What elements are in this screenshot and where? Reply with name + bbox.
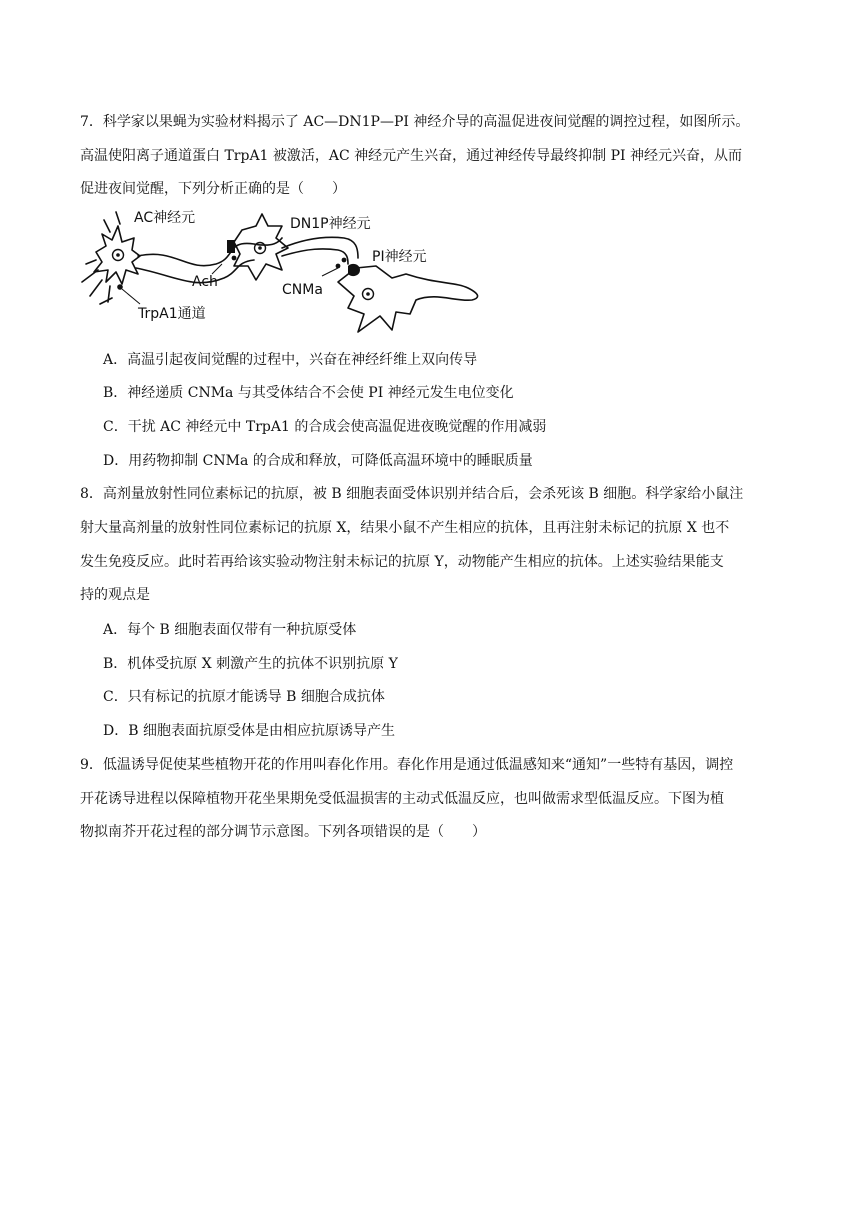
q8-line-1: 8．高剂量放射性同位素标记的抗原，被 B 细胞表面受体识别并结合后，会杀死该 B 细胞。科学家给小鼠注 — [80, 486, 744, 502]
q8-option-d: D．B 细胞表面抗原受体是由相应抗原诱导产生 — [103, 723, 395, 739]
q8-line-4: 持的观点是 — [80, 587, 150, 603]
neuron-diagram — [76, 204, 486, 338]
trpa1-leader — [122, 289, 140, 304]
ac-neuron-label: AC神经元 — [134, 210, 196, 226]
dn1p-axon-lower — [282, 249, 348, 264]
q7-option-d: D．用药物抑制 CNMa 的合成和释放，可降低高温环境中的睡眠质量 — [103, 453, 533, 469]
pi-neuron-shape — [338, 266, 478, 332]
q9-line-1: 9．低温诱导促使某些植物开花的作用叫春化作用。春化作用是通过低温感知来“通知”一些特有基因，调控 — [80, 757, 734, 773]
q7-line-2: 高温使阳离子通道蛋白 TrpA1 被激活，AC 神经元产生兴奋，通过神经传导最终抑制 PI 神经元兴奋，从而 — [80, 148, 743, 164]
q7-line-1: 7．科学家以果蝇为实验材料揭示了 AC—DN1P—PI 神经介导的高温促进夜间觉醒的调控过程，如图所示。 — [80, 114, 750, 130]
cnma-leader — [322, 268, 338, 276]
cnma-synapse — [348, 264, 360, 276]
ac-dendrites — [82, 212, 120, 304]
cnma-vesicle-1 — [336, 264, 341, 269]
ach-vesicle — [232, 256, 237, 261]
q7-option-b: B．神经递质 CNMa 与其受体结合不会使 PI 神经元发生电位变化 — [103, 385, 514, 401]
ach-label: Ach — [192, 274, 218, 290]
q8-line-2: 射大量高剂量的放射性同位素标记的抗原 X，结果小鼠不产生相应的抗体，且再注射未标记的抗原 X 也不 — [80, 520, 730, 536]
q9-line-3: 物拟南芥开花过程的部分调节示意图。下列各项错误的是（ ） — [80, 824, 486, 840]
pi-neuron-label: PI神经元 — [372, 249, 427, 265]
q7-line-3: 促进夜间觉醒，下列分析正确的是（ ） — [80, 181, 346, 197]
ach-synapse — [227, 240, 235, 253]
q8-line-3: 发生免疫反应。此时若再给该实验动物注射未标记的抗原 Y，动物能产生相应的抗体。上述实验结果能支 — [80, 554, 724, 570]
cnma-vesicle-2 — [342, 258, 347, 263]
dn1p-neuron-label: DN1P神经元 — [290, 216, 371, 232]
q8-option-c: C．只有标记的抗原才能诱导 B 细胞合成抗体 — [103, 689, 385, 705]
trpa1-channel — [117, 284, 123, 290]
q7-option-c: C．干扰 AC 神经元中 TrpA1 的合成会使高温促进夜晚觉醒的作用减弱 — [103, 419, 547, 435]
q9-line-2: 开花诱导进程以保障植物开花坐果期免受低温损害的主动式低温反应，也叫做需求型低温反应。下图为植 — [80, 791, 724, 807]
trpa1-label: TrpA1通道 — [138, 306, 206, 322]
ach-leader — [212, 264, 222, 274]
q8-option-a: A．每个 B 细胞表面仅带有一种抗原受体 — [103, 622, 357, 638]
q7-option-a: A．高温引起夜间觉醒的过程中，兴奋在神经纤维上双向传导 — [103, 352, 478, 368]
q8-option-b: B．机体受抗原 X 刺激产生的抗体不识别抗原 Y — [103, 656, 398, 672]
cnma-label: CNMa — [282, 282, 323, 298]
neuron-diagram-svg — [76, 204, 486, 338]
